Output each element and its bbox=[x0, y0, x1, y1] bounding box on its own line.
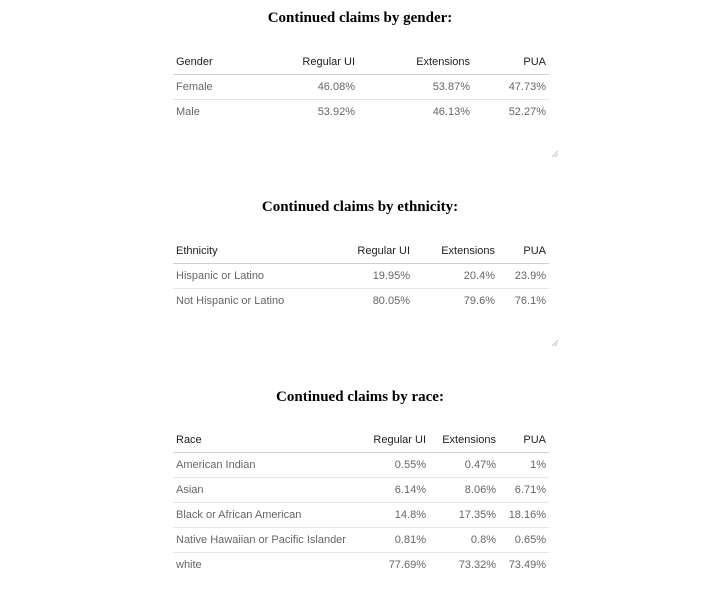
table-cell: 20.4% bbox=[413, 264, 498, 289]
table-cell: Black or African American bbox=[173, 503, 363, 528]
gender-table bbox=[173, 50, 549, 124]
table-cell: 73.32% bbox=[458, 559, 496, 571]
table-row bbox=[173, 264, 549, 289]
column-header-regular-ui: Regular UI bbox=[363, 428, 429, 453]
table-row bbox=[173, 528, 549, 553]
table-cell: American Indian bbox=[173, 453, 363, 478]
table-cell: 80.05% bbox=[372, 295, 410, 307]
table-cell: 14.8% bbox=[363, 503, 429, 528]
table-row bbox=[173, 453, 549, 478]
table-cell: 19.95% bbox=[333, 264, 413, 289]
table-cell: 0.81% bbox=[363, 528, 429, 553]
table-cell: 0.47% bbox=[429, 453, 499, 478]
table-cell: 46.13% bbox=[432, 106, 470, 118]
table-cell: 0.55% bbox=[363, 453, 429, 478]
resize-handle-icon[interactable] bbox=[551, 339, 558, 346]
race-section-title: Continued claims by race: bbox=[276, 389, 444, 405]
table-cell: Female bbox=[173, 75, 273, 100]
table-cell: 1% bbox=[499, 453, 549, 478]
table-cell: Not Hispanic or Latino bbox=[176, 295, 285, 307]
table-cell: 17.35% bbox=[429, 503, 499, 528]
table-cell: 77.69% bbox=[388, 559, 426, 571]
column-header-pua: PUA bbox=[499, 428, 549, 453]
column-header-ethnicity: Ethnicity bbox=[173, 239, 333, 264]
table-header-row bbox=[173, 239, 549, 264]
table-cell: Hispanic or Latino bbox=[173, 264, 333, 289]
column-header-extensions: Extensions bbox=[413, 239, 498, 264]
table-row bbox=[173, 100, 549, 125]
table-cell: 76.1% bbox=[514, 295, 546, 307]
table-cell: 6.14% bbox=[363, 478, 429, 503]
table-cell: 52.27% bbox=[508, 106, 546, 118]
table-row bbox=[173, 503, 549, 528]
column-header-pua: PUA bbox=[473, 50, 549, 75]
table-header-row bbox=[173, 50, 549, 75]
column-header-regular-ui: Regular UI bbox=[273, 50, 358, 75]
table-cell: 53.92% bbox=[317, 106, 355, 118]
table-cell: 47.73% bbox=[473, 75, 549, 100]
column-header-pua: PUA bbox=[498, 239, 549, 264]
ethnicity-table bbox=[173, 239, 549, 313]
ethnicity-section-title: Continued claims by ethnicity: bbox=[261, 199, 459, 215]
table-row bbox=[173, 478, 549, 503]
table-row bbox=[173, 75, 549, 100]
table-row bbox=[173, 553, 549, 578]
table-cell: Male bbox=[176, 106, 200, 118]
column-header-gender: Gender bbox=[173, 50, 273, 75]
table-cell: 79.6% bbox=[463, 295, 495, 307]
column-header-race: Race bbox=[173, 428, 363, 453]
table-header-row bbox=[173, 428, 549, 453]
resize-handle-icon[interactable] bbox=[551, 150, 558, 157]
table-cell: Asian bbox=[173, 478, 363, 503]
table-cell: white bbox=[176, 559, 202, 571]
table-cell: 53.87% bbox=[358, 75, 473, 100]
column-header-extensions: Extensions bbox=[358, 50, 473, 75]
table-cell: Native Hawaiian or Pacific Islander bbox=[173, 528, 363, 553]
table-cell: 18.16% bbox=[499, 503, 549, 528]
table-cell: 23.9% bbox=[498, 264, 549, 289]
table-cell: 6.71% bbox=[499, 478, 549, 503]
table-cell: 8.06% bbox=[429, 478, 499, 503]
column-header-regular-ui: Regular UI bbox=[333, 239, 413, 264]
column-header-extensions: Extensions bbox=[429, 428, 499, 453]
table-cell: 73.49% bbox=[508, 559, 546, 571]
race-table bbox=[173, 428, 549, 577]
gender-section-title: Continued claims by gender: bbox=[267, 10, 453, 26]
table-cell: 0.65% bbox=[499, 528, 549, 553]
table-cell: 0.8% bbox=[429, 528, 499, 553]
table-row bbox=[173, 289, 549, 314]
table-cell: 46.08% bbox=[273, 75, 358, 100]
